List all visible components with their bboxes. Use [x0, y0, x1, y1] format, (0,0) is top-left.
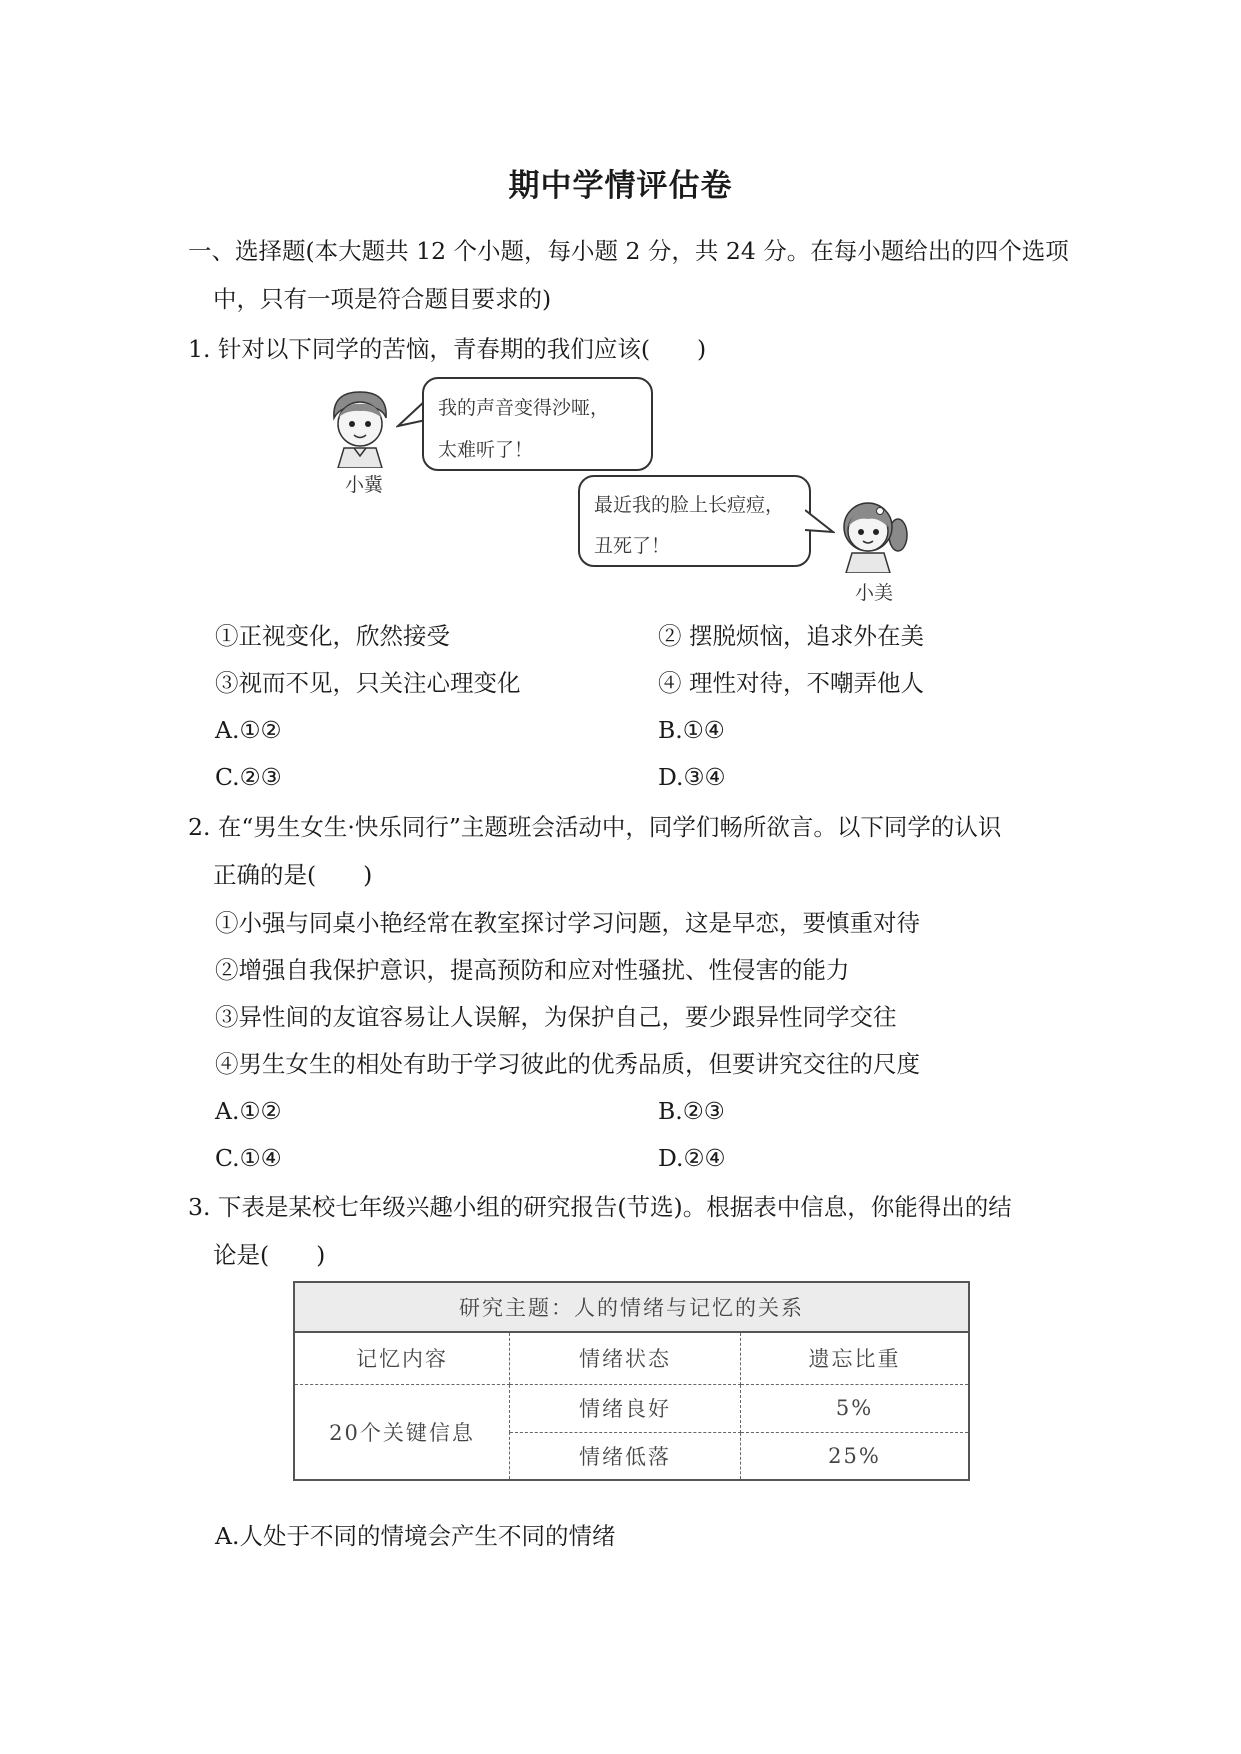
section-heading-line1: 一、选择题(本大题共 12 个小题，每小题 2 分，共 24 分。在每小题给出的四个选项 — [188, 237, 1069, 265]
boy-avatar-illustration — [326, 388, 394, 468]
question-2-stem-line2: 正确的是( ) — [213, 861, 373, 889]
girl-name-caption: 小美 — [855, 582, 894, 604]
speech-bubble-2-tail — [805, 508, 835, 538]
q2-option-d[interactable]: D.②④ — [658, 1144, 726, 1172]
table-cell-state-2: 情绪低落 — [510, 1432, 741, 1480]
table-cell-ratio-2: 25% — [741, 1432, 970, 1480]
table-cell-ratio-1: 5% — [741, 1384, 970, 1432]
q1-option-d[interactable]: D.③④ — [658, 763, 726, 791]
q1-statement-2: ② 摆脱烦恼，追求外在美 — [658, 622, 924, 650]
research-report-table — [293, 1281, 970, 1481]
table-cell-content: 20个关键信息 — [294, 1384, 510, 1480]
section-heading-line2: 中，只有一项是符合题目要求的) — [213, 285, 552, 313]
q2-statement-4: ④男生女生的相处有助于学习彼此的优秀品质，但要讲究交往的尺度 — [215, 1050, 920, 1078]
speech-bubble-2-line2: 丑死了！ — [594, 535, 671, 557]
q1-option-c[interactable]: C.②③ — [215, 763, 282, 791]
speech-bubble-1-line2: 太难听了！ — [438, 439, 534, 461]
q2-option-b[interactable]: B.②③ — [658, 1097, 725, 1125]
q1-statement-3: ③视而不见，只关注心理变化 — [215, 669, 521, 697]
q2-option-a[interactable]: A.①② — [215, 1097, 282, 1125]
question-3-stem-line2: 论是( ) — [213, 1241, 326, 1269]
question-2-stem-line1: 2. 在“男生女生·快乐同行”主题班会活动中，同学们畅所欲言。以下同学的认识 — [188, 813, 1002, 841]
q2-statement-1: ①小强与同桌小艳经常在教室探讨学习问题，这是早恋，要慎重对待 — [215, 909, 920, 937]
q3-option-a[interactable]: A.人处于不同的情境会产生不同的情绪 — [215, 1522, 616, 1550]
q1-statement-4: ④ 理性对待，不嘲弄他人 — [658, 669, 924, 697]
q1-statement-1: ①正视变化，欣然接受 — [215, 622, 450, 650]
table-header-content: 记忆内容 — [294, 1332, 510, 1384]
table-cell-state-1: 情绪良好 — [510, 1384, 741, 1432]
q1-option-a[interactable]: A.①② — [215, 716, 282, 744]
speech-bubble-1 — [422, 377, 653, 471]
q1-option-b[interactable]: B.①④ — [658, 716, 725, 744]
girl-avatar-illustration — [832, 493, 910, 573]
table-header-state: 情绪状态 — [510, 1332, 741, 1384]
page-title: 期中学情评估卷 — [508, 168, 733, 204]
question-1-stem: 1. 针对以下同学的苦恼，青春期的我们应该( ) — [188, 335, 707, 363]
q2-statement-2: ②增强自我保护意识，提高预防和应对性骚扰、性侵害的能力 — [215, 956, 850, 984]
speech-bubble-2-line1: 最近我的脸上长痘痘， — [594, 494, 785, 516]
question-3-stem-line1: 3. 下表是某校七年级兴趣小组的研究报告(节选)。根据表中信息，你能得出的结 — [188, 1193, 1012, 1221]
q2-option-c[interactable]: C.①④ — [215, 1144, 282, 1172]
table-header-ratio: 遗忘比重 — [741, 1332, 970, 1384]
speech-bubble-2 — [578, 475, 811, 567]
q2-statement-3: ③异性间的友谊容易让人误解，为保护自己，要少跟异性同学交往 — [215, 1003, 897, 1031]
speech-bubble-1-line1: 我的声音变得沙哑， — [438, 397, 610, 419]
table-title: 研究主题：人的情绪与记忆的关系 — [294, 1282, 969, 1332]
boy-name-caption: 小冀 — [345, 474, 384, 496]
